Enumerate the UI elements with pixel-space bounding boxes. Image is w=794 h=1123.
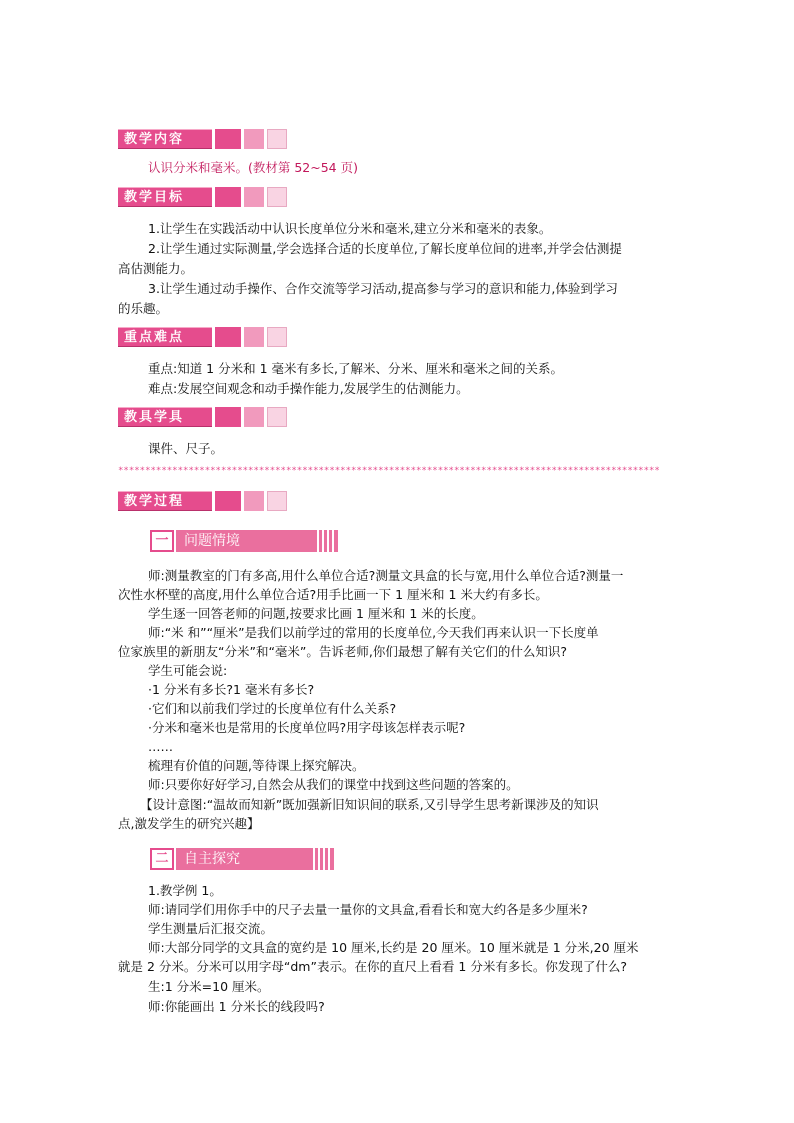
paragraph-line: 梳理有价值的问题,等待课上探究解决。	[148, 758, 365, 773]
decor-square	[244, 129, 264, 149]
paragraph-line: ·它们和以前我们学过的长度单位有什么关系?	[148, 701, 397, 716]
paragraph-line: 学生逐一回答老师的问题,按要求比画 1 厘米和 1 米的长度。	[148, 606, 484, 621]
decor-square	[267, 129, 287, 149]
paragraph-line: 就是 2 分米。分米可以用字母“dm”表示。在你的直尺上看看 1 分米有多长。你发现了什么?	[118, 959, 627, 974]
subsection-number: 二	[150, 848, 174, 870]
decor-square	[244, 187, 264, 207]
paragraph-line: 1.教学例 1。	[148, 883, 222, 898]
paragraph-line: ·分米和毫米也是常用的长度单位吗?用字母该怎样表示呢?	[148, 720, 466, 735]
paragraph-line: ……	[148, 739, 173, 754]
decor-square	[267, 327, 287, 347]
section-label: 教具学具	[118, 407, 212, 427]
decor-square	[244, 407, 264, 427]
decor-square	[215, 129, 241, 149]
paragraph-line: 学生可能会说:	[148, 663, 228, 678]
goal-line: 2.让学生通过实际测量,学会选择合适的长度单位,了解长度单位间的进率,并学会估测提	[148, 241, 622, 256]
decor-square	[244, 327, 264, 347]
decor-square	[215, 327, 241, 347]
section-label: 重点难点	[118, 327, 212, 347]
subsection-banner-1	[150, 530, 338, 552]
subsection-bar	[176, 848, 334, 870]
design-intent-line: 【设计意图:“温故而知新”既加强新旧知识间的联系,又引导学生思考新课涉及的知识	[140, 797, 599, 812]
section-header-goals	[118, 186, 287, 208]
content-text: 认识分米和毫米。(教材第 52~54 页)	[148, 160, 358, 175]
key-point-line: 重点:知道 1 分米和 1 毫米有多长,了解米、分米、厘米和毫米之间的关系。	[148, 361, 563, 376]
subsection-title: 自主探究	[184, 851, 240, 867]
decor-square	[215, 491, 241, 511]
section-label: 教学过程	[118, 491, 212, 511]
goal-line: 的乐趣。	[118, 301, 169, 316]
paragraph-line: 师:大部分同学的文具盒的宽约是 10 厘米,长约是 20 厘米。10 厘米就是 1 分米,20 厘米	[148, 940, 639, 955]
section-label: 教学内容	[118, 129, 212, 149]
section-label: 教学目标	[118, 187, 212, 207]
section-header-content	[118, 128, 287, 150]
section-header-process	[118, 490, 287, 512]
subsection-bar	[176, 530, 338, 552]
decor-square	[215, 407, 241, 427]
paragraph-line: 次性水杯壁的高度,用什么单位合适?用手比画一下 1 厘米和 1 米大约有多长。	[118, 587, 548, 602]
tools-text: 课件、尺子。	[148, 441, 224, 456]
goal-line: 高估测能力。	[118, 261, 194, 276]
decor-square	[267, 187, 287, 207]
subsection-banner-2	[150, 848, 334, 870]
paragraph-line: 师:“米 和”“厘米”是我们以前学过的常用的长度单位,今天我们再来认识一下长度单	[148, 625, 599, 640]
paragraph-line: 学生测量后汇报交流。	[148, 921, 274, 936]
decor-square	[244, 491, 264, 511]
decor-square	[267, 491, 287, 511]
paragraph-line: 师:测量教室的门有多高,用什么单位合适?测量文具盒的长与宽,用什么单位合适?测量一	[148, 568, 624, 583]
stripe-decor	[314, 530, 334, 552]
section-header-tools	[118, 406, 287, 428]
design-intent-line: 点,激发学生的研究兴趣】	[118, 816, 260, 831]
stripe-decor	[310, 848, 330, 870]
decor-square	[215, 187, 241, 207]
paragraph-line: 位家族里的新朋友“分米”和“毫米”。告诉老师,你们最想了解有关它们的什么知识?	[118, 644, 568, 659]
star-divider: ****************************************************************************************************	[118, 466, 660, 476]
section-header-key	[118, 326, 287, 348]
paragraph-line: ·1 分米有多长?1 毫米有多长?	[148, 682, 315, 697]
subsection-title: 问题情境	[184, 533, 240, 549]
paragraph-line: 生:1 分米=10 厘米。	[148, 979, 270, 994]
paragraph-line: 师:请同学们用你手中的尺子去量一量你的文具盒,看看长和宽大约各是多少厘米?	[148, 902, 588, 917]
goal-line: 3.让学生通过动手操作、合作交流等学习活动,提高参与学习的意识和能力,体验到学习	[148, 281, 618, 296]
subsection-number: 一	[150, 530, 174, 552]
paragraph-line: 师:你能画出 1 分米长的线段吗?	[148, 999, 325, 1014]
key-point-line: 难点:发展空间观念和动手操作能力,发展学生的估测能力。	[148, 381, 469, 396]
goal-line: 1.让学生在实践活动中认识长度单位分米和毫米,建立分米和毫米的表象。	[148, 221, 552, 236]
paragraph-line: 师:只要你好好学习,自然会从我们的课堂中找到这些问题的答案的。	[148, 777, 519, 792]
decor-square	[267, 407, 287, 427]
